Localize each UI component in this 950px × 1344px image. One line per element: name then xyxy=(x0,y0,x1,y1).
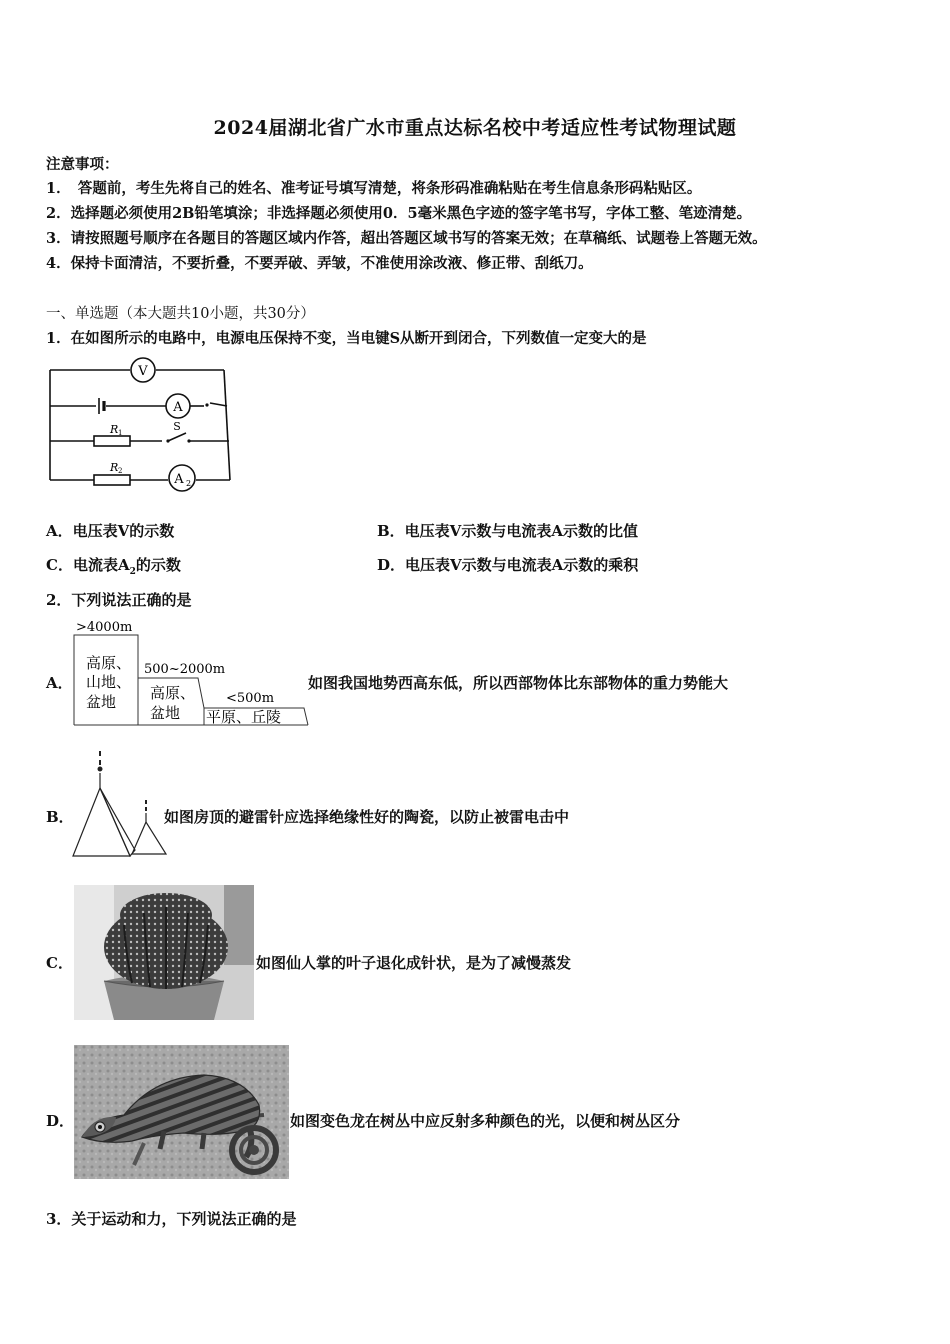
q2-option-d-text: 如图变色龙在树丛中应反射多种颜色的光，以便和树丛区分 xyxy=(290,1112,681,1130)
document-title: 2024届湖北省广水市重点达标名校中考适应性考试物理试题 xyxy=(213,117,737,139)
q2-option-b-text: 如图房顶的避雷针应选择绝缘性好的陶瓷，以防止被雷电击中 xyxy=(164,808,570,826)
q1-option-c-sub: 2 xyxy=(129,567,136,577)
terrain-l1-b: 山地、 xyxy=(86,673,132,691)
q1-option-c xyxy=(46,554,181,577)
voltmeter-label: V xyxy=(138,364,148,379)
question-1-stem: 1．在如图所示的电路中，电源电压保持不变，当电键S从断开到闭合，下列数值一定变大的是 xyxy=(46,330,647,347)
q2-option-a-letter: A． xyxy=(46,674,73,692)
notice-item-2: 2．选择题必须使用2B铅笔填涂；非选择题必须使用0．5毫米黑色字迹的签字笔书写，字体工整、笔迹清楚。 xyxy=(46,205,752,222)
terrain-alt-3: <500m xyxy=(226,691,275,706)
terrain-l2-b: 盆地 xyxy=(150,704,181,722)
ammeter2-label: A xyxy=(174,472,184,487)
notice-heading: 注意事项： xyxy=(46,156,119,173)
ammeter-label: A xyxy=(173,400,183,415)
terrain-alt-1: >4000m xyxy=(76,620,133,635)
cactus-photo xyxy=(74,885,254,1020)
chameleon-illustration xyxy=(74,1045,289,1179)
r1-sub: 1 xyxy=(118,429,123,437)
section-heading: 一、单选题（本大题共10小题，共30分） xyxy=(46,306,315,322)
q2-option-c-text: 如图仙人掌的叶子退化成针状，是为了减慢蒸发 xyxy=(256,954,572,972)
r2-label: R xyxy=(110,461,119,474)
chameleon-photo xyxy=(74,1045,289,1179)
terrain-l3-a: 平原、丘陵 xyxy=(206,708,282,726)
ammeter2-sub: 2 xyxy=(186,479,192,488)
q1-option-a: A．电压表V的示数 xyxy=(46,522,175,540)
terrain-alt-2: 500~2000m xyxy=(144,662,226,677)
terrain-l1-c: 盆地 xyxy=(86,693,117,711)
q2-option-b-letter: B． xyxy=(46,808,74,826)
question-2-stem: 2．下列说法正确的是 xyxy=(46,591,192,609)
r1-label: R xyxy=(110,423,119,436)
q1-option-c-post: 的示数 xyxy=(135,556,181,574)
q2-option-a-text: 如图我国地势西高东低，所以西部物体比东部物体的重力势能大 xyxy=(308,674,729,692)
terrain-l1-a: 高原、 xyxy=(86,654,132,672)
circuit-diagram xyxy=(44,356,240,494)
notice-item-3: 3．请按照题号顺序在各题目的答题区域内作答，超出答题区域书写的答案无效；在草稿纸、试题卷上答题无效。 xyxy=(46,230,767,247)
q2-option-c-letter: C． xyxy=(46,954,73,972)
question-3-stem: 3．关于运动和力，下列说法正确的是 xyxy=(46,1210,297,1228)
switch-label: S xyxy=(173,420,181,433)
r2-sub: 2 xyxy=(118,467,123,475)
lightning-rod-diagram xyxy=(70,748,170,860)
notice-item-1: 1． 答题前，考生先将自己的姓名、准考证号填写清楚，将条形码准确粘贴在考生信息条形码粘贴区。 xyxy=(46,180,702,197)
q1-option-c-pre: C．电流表A xyxy=(46,556,130,574)
terrain-l2-a: 高原、 xyxy=(150,684,196,702)
notice-item-4: 4．保持卡面清洁，不要折叠，不要弄破、弄皱，不准使用涂改液、修正带、刮纸刀。 xyxy=(46,255,593,272)
cactus-illustration xyxy=(74,885,254,1020)
q1-option-d: D．电压表V示数与电流表A示数的乘积 xyxy=(377,556,639,574)
q1-option-b: B．电压表V示数与电流表A示数的比值 xyxy=(377,522,638,540)
q2-option-d-letter: D． xyxy=(46,1112,75,1130)
terrain-diagram xyxy=(72,616,312,730)
